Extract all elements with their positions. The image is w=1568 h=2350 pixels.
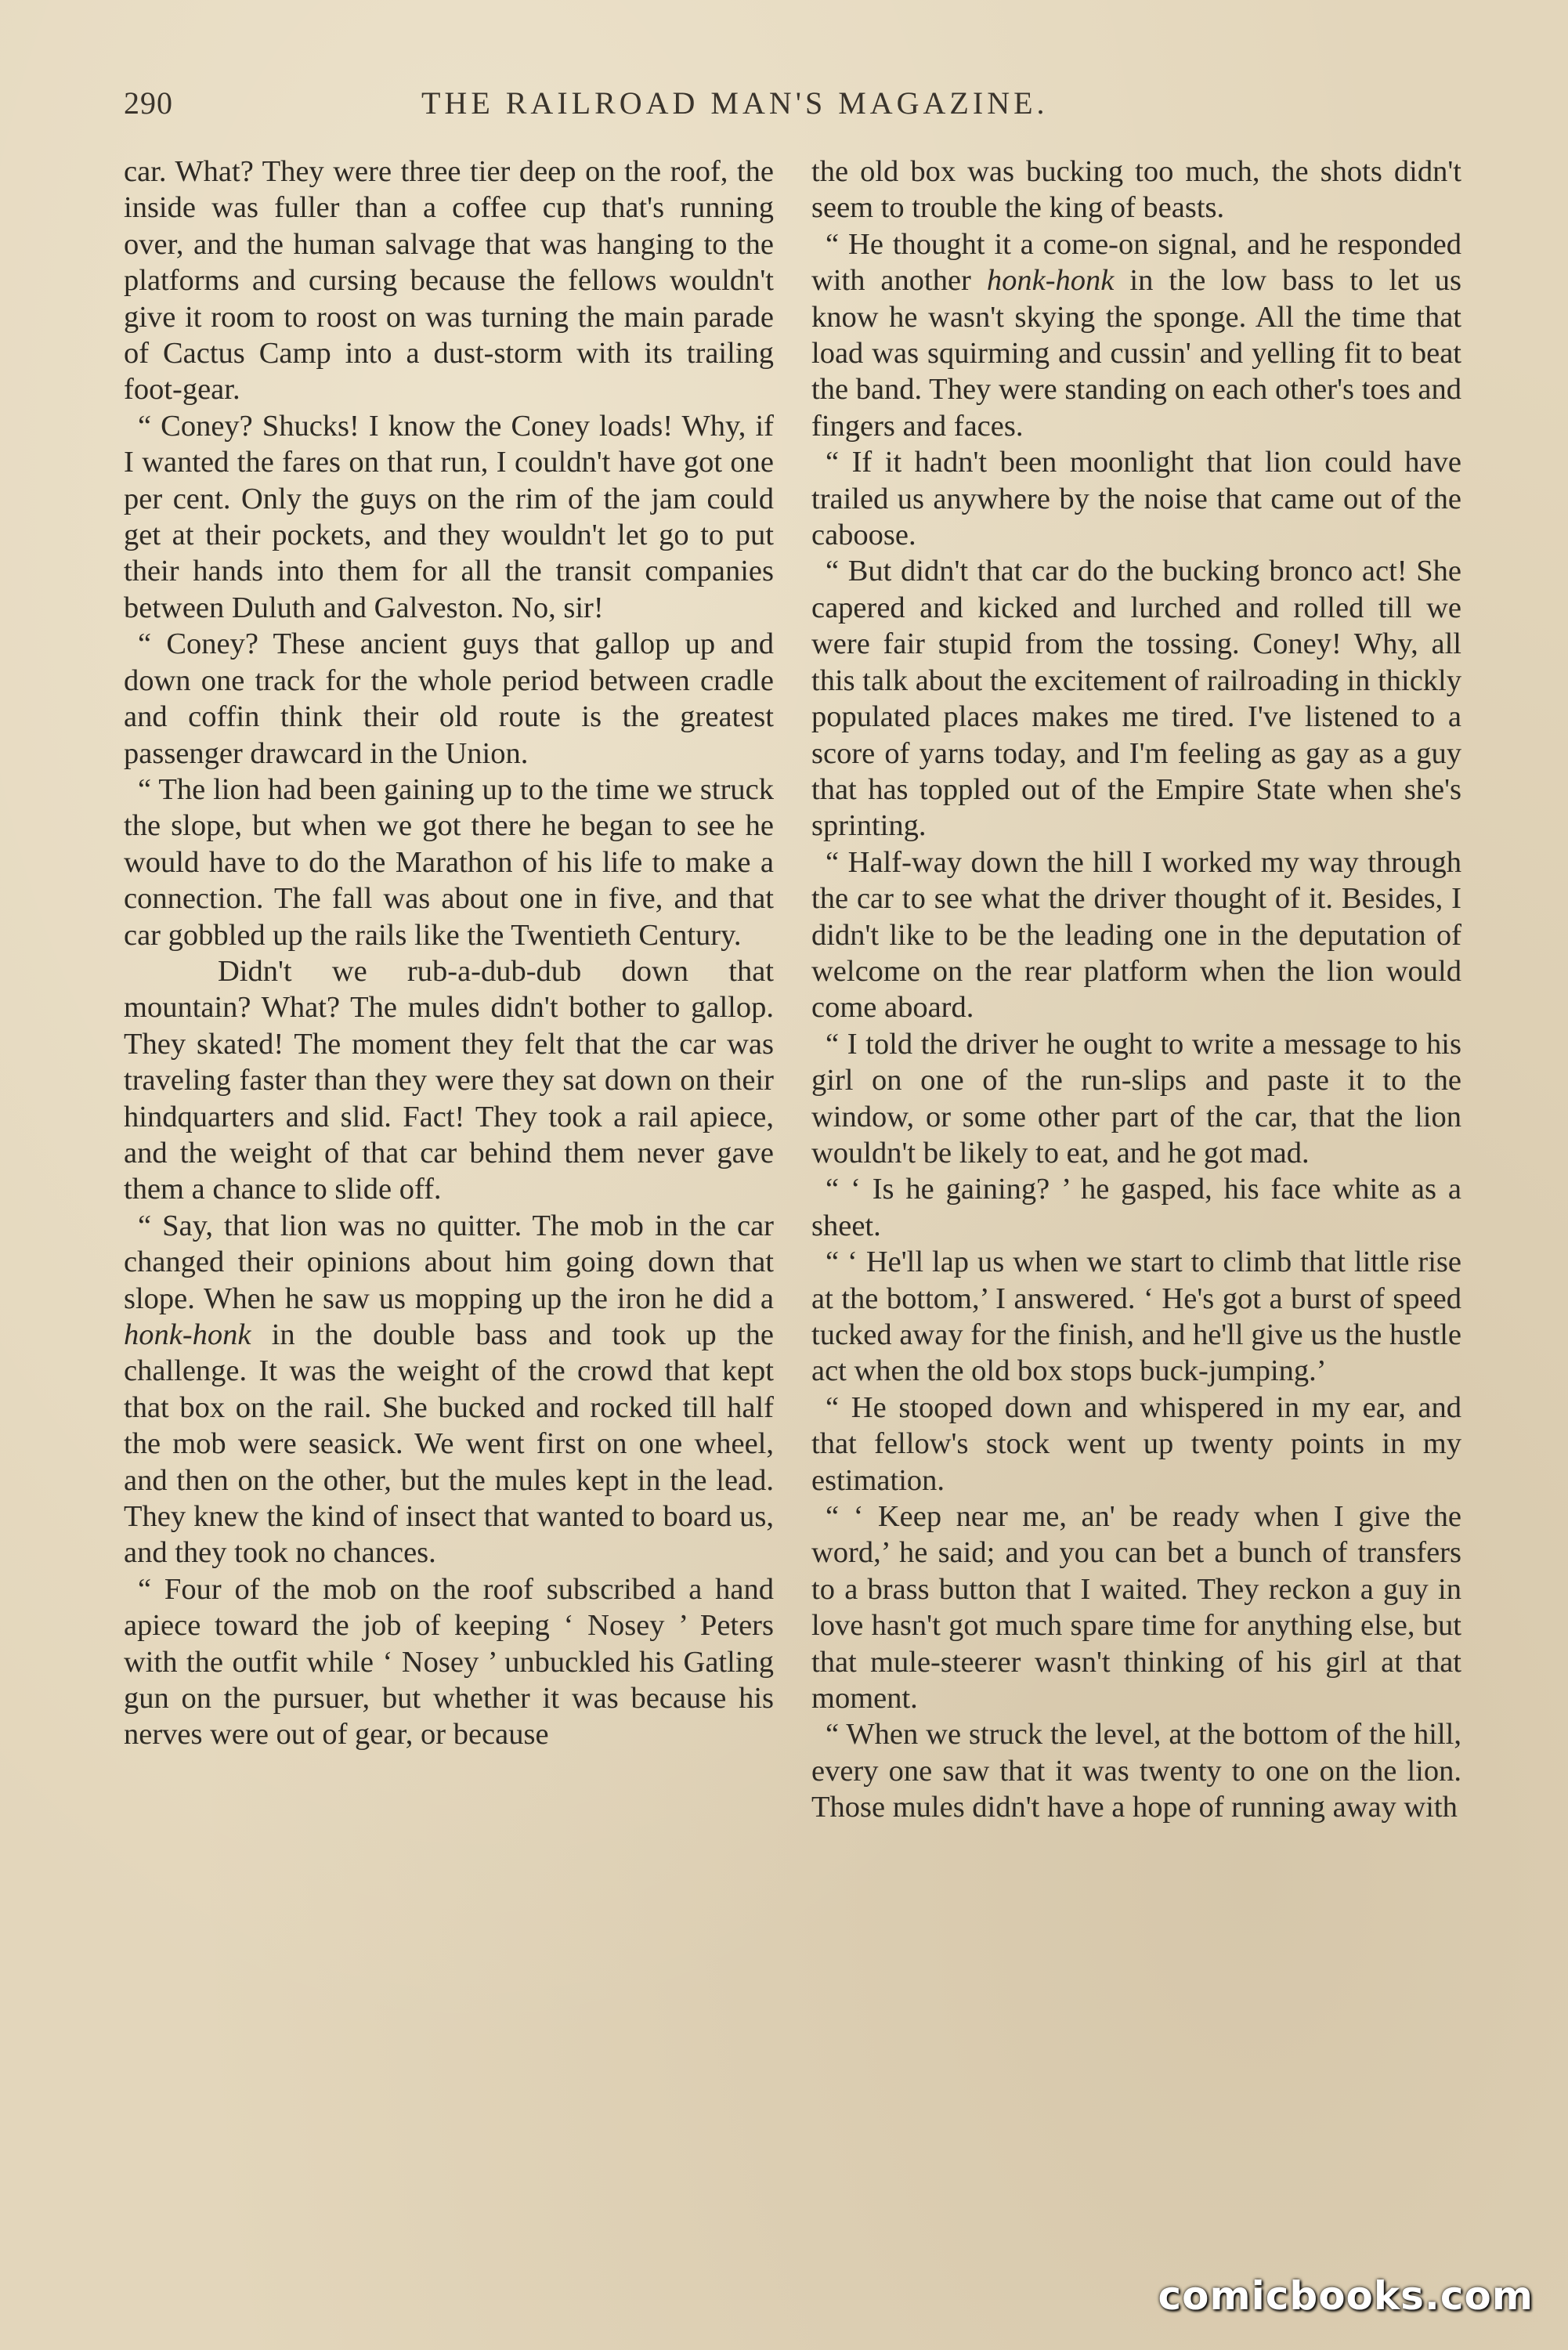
page-header (124, 85, 1471, 132)
paragraph: “ ‘ Keep near me, an' be ready when I give the word,’ he said; and you can bet a bunch of transfers to a brass button that I waited. They reckon a guy in love hasn't got much spare time for anything else, but that mule-steerer wasn't thinking of his girl at that moment. (811, 1500, 1461, 1716)
paragraph: “ Half-way down the hill I worked my way through the car to see what the driver thought of it. Besides, I didn't like to be the leading one in the deputation of welcome on the rear platform when the lion would come aboard. (811, 845, 1461, 1025)
paragraph (811, 226, 1461, 444)
paragraph: Didn't we rub-a-dub-dub down that mountain? What? The mules didn't bother to gallop. They skated! The moment they felt that the car was traveling faster than they were they sat down on their hindquarters and slid. Fact! They took a rail apiece, and the weight of that car behind them never gave them a chance to slide off. (124, 954, 774, 1206)
paragraph-text: in the low bass to let us know he wasn't skying the sponge. All the time that load was squirming and cussin' and yelling fit to beat the band. They were standing on each other's toes and fingers and faces. (811, 264, 1462, 443)
paragraph: “ If it hadn't been moonlight that lion could have trailed us anywhere by the noise that came out of the caboose. (811, 446, 1461, 552)
paragraph: car. What? They were three tier deep on the roof, the inside was fuller than a coffee cup that's running over, and the human salvage that was hanging to the platforms and cursing because the fellows wouldn't give it room to roost on was turning the main parade of Cactus Camp into a dust-storm with its trailing foot-gear. (124, 155, 774, 407)
paragraph: “ The lion had been gaining up to the time we struck the slope, but when we got there he began to see he would have to do the Marathon of his life to make a connection. The fall was about one in five, and that car gobbled up the rails like the Twentieth Century. (124, 772, 774, 952)
italic-term: honk-honk (124, 1318, 251, 1351)
page-number: 290 (124, 85, 173, 121)
paragraph: “ When we struck the level, at the bottom of the hill, every one saw that it was twenty to one on the lion. Those mules didn't have a hope of running away with (811, 1718, 1461, 1824)
running-title: THE RAILROAD MAN'S MAGAZINE. (421, 85, 1049, 121)
paragraph: “ But didn't that car do the bucking bronco act! She capered and kicked and lurched and rolled till we were fair stupid from the tossing. Coney! Why, all this talk about the excitement of railroading in thickly populated places makes me tired. I've listened to a score of yarns today, and I'm feeling as gay as a guy that has toppled out of the Empire State when she's sprinting. (811, 555, 1461, 843)
watermark: comicbooks.com (1158, 2273, 1534, 2319)
paragraph: “ He stooped down and whispered in my ear, and that fellow's stock went up twenty points in my estimation. (811, 1390, 1461, 1497)
paragraph: “ I told the driver he ought to write a message to his girl on one of the run-slips and paste it to the window, or some other part of the car, that the lion wouldn't be likely to eat, and he got mad. (811, 1027, 1461, 1170)
italic-term: honk-honk (986, 264, 1115, 298)
paragraph-text: in the double bass and took up the challenge. It was the weight of the crowd that kept that box on the rail. She bucked and rocked till half the mob were seasick. We went first on one wheel, and then on the other, but the mules kept in the lead. They knew the kind of insect that wanted to board us, and they took no chances. (124, 1318, 774, 1570)
paragraph: “ Coney? These ancient guys that gallop up and down one track for the whole period between cradle and coffin think their old route is the greatest passenger drawcard in the Union. (124, 627, 774, 770)
paragraph: “ Four of the mob on the roof subscribed a hand apiece toward the job of keeping ‘ Nosey ’ Peters with the outfit while ‘ Nosey ’ unbuckled his Gatling gun on the pursuer, but whether it was because his nerves were out of gear, or because (124, 1572, 774, 1752)
paragraph: “ ‘ He'll lap us when we start to climb that little rise at the bottom,’ I answered. ‘ He's got a burst of speed tucked away for the finish, and he'll give us the hustle act when the old box stops buck-jumping.’ (811, 1246, 1461, 1388)
paragraph: “ Coney? Shucks! I know the Coney loads! Why, if I wanted the fares on that run, I couldn't have got one per cent. Only the guys on the rim of the jam could get at their pockets, and they wouldn't let go to put their hands into them for all the transit companies between Duluth and Galveston. No, sir! (124, 409, 774, 624)
left-column (124, 154, 774, 2269)
paragraph (124, 1208, 774, 1571)
right-column (811, 154, 1461, 2269)
paragraph: “ ‘ Is he gaining? ’ he gasped, his face white as a sheet. (811, 1173, 1461, 1242)
paragraph-text: “ Say, that lion was no quitter. The mob in the car changed their opinions about him going down that slope. When he saw us mopping up the iron he did a (124, 1209, 774, 1315)
paragraph: the old box was bucking too much, the shots didn't seem to trouble the king of beasts. (811, 155, 1461, 225)
paragraph-text: “ He thought it a come-on signal, and he responded with another (811, 227, 1461, 298)
